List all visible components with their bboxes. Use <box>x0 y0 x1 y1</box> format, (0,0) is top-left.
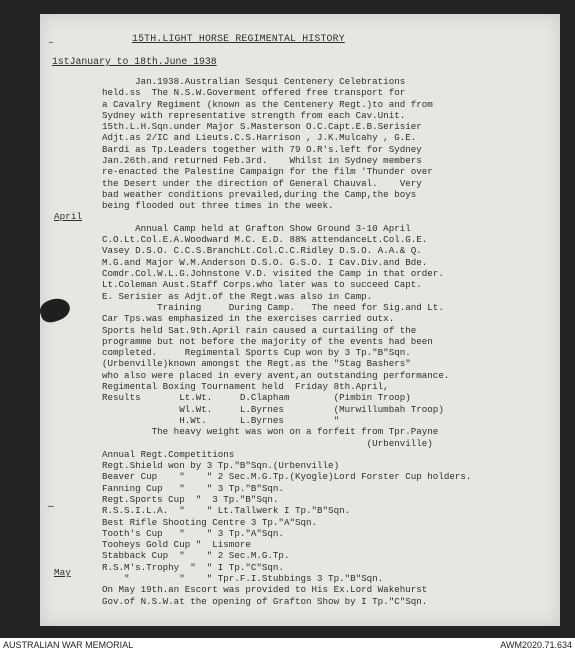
body-line: Results Lt.Wt. D.Clapham (Pimbin Troop) <box>102 392 411 404</box>
body-line: H.Wt. L.Byrnes " <box>102 414 340 426</box>
body-line: Beaver Cup " " 2 Sec.M.G.Tp.(Kyogle)Lord Forster Cup holders. <box>102 471 472 483</box>
body-line: The heavy weight was won on a forfeit from Tpr.Payne <box>102 426 439 438</box>
body-line: Lt.Coleman Aust.Staff Corps.who later was to succeed Capt. <box>102 279 422 291</box>
body-line: Tooheys Gold Cup " Lismore <box>102 539 251 551</box>
footer-catalogue-id: AWM2020.71.634 <box>500 640 572 650</box>
body-line: On May 19th.an Escort was provided to His Ex.Lord Wakehurst <box>102 584 428 596</box>
body-line: Car Tps.was emphasized in the exercises carried outx. <box>102 313 395 325</box>
body-line: C.O.Lt.Col.E.A.Woodward M.C. E.D. 88% attendanceLt.Col.G.E. <box>102 234 428 246</box>
document-page <box>40 14 560 626</box>
body-line: Bardi as Tp.Leaders together with 79 O.R's.left for Sydney <box>102 143 422 155</box>
body-line: 15th.L.H.Sqn.under Major S.Masterson O.C.Capt.E.B.Serisier <box>102 121 422 133</box>
date-range-heading: 1stJanuary to 18th.June 1938 <box>52 56 217 67</box>
body-line: Sydney with representative strength from each Cav.Unit. <box>102 109 406 121</box>
body-line: Jan.26th.and returned Feb.3rd. Whilst in Sydney members <box>102 155 422 167</box>
body-line: Regt.Sports Cup " 3 Tp."B"Sqn. <box>102 493 279 505</box>
body-line: being flooded out three times in the week. <box>102 200 334 212</box>
punch-hole <box>40 295 73 325</box>
body-line: Best Rifle Shooting Centre 3 Tp."A"Sqn. <box>102 516 318 528</box>
body-line: Regt.Shield won by 3 Tp."B"Sqn.(Urbenville) <box>102 460 340 472</box>
body-line: " " " Tpr.F.I.Stubbings 3 Tp."B"Sqn. <box>102 573 384 585</box>
body-line: completed. Regimental Sports Cup won by 3 Tp."B"Sqn. <box>102 347 411 359</box>
body-line: Wl.Wt. L.Byrnes (Murwillumbah Troop) <box>102 403 444 415</box>
body-line: E. Serisier as Adjt.of the Regt.was also in Camp. <box>102 290 373 302</box>
body-line: the Desert under the direction of General Chauval. Very <box>102 177 422 189</box>
body-line: Annual Regt.Competitions <box>102 448 235 460</box>
body-line: Training During Camp. The need for Sig.and Lt. <box>102 301 444 313</box>
body-line: Adjt.as 2/IC and Lieuts.C.S.Harrison , J.K.Mulcahy , G.E. <box>102 132 417 144</box>
body-line <box>102 212 552 223</box>
margin-label-may: May <box>54 567 71 578</box>
body-line: R.S.S.I.L.A. " " Lt.Tallwerk I Tp."B"Sqn. <box>102 505 351 517</box>
body-line: Vasey D.S.O. C.C.S.BranchLt.Col.C.C.Ridley D.S.O. A.A.& Q. <box>102 245 422 257</box>
body-line: M.G.and Major W.M.Anderson D.S.O. G.S.O. I Cav.Div.and Bde. <box>102 256 428 268</box>
body-line: Sports held Sat.9th.April rain caused a curtailing of the <box>102 324 417 336</box>
body-line: Gov.of N.S.W.at the opening of Grafton Show by I Tp."C"Sqn. <box>102 595 428 607</box>
body-line: Tooth's Cup " " 3 Tp."A"Sqn. <box>102 527 284 539</box>
body-line: Fanning Cup " " 3 Tp."B"Sqn. <box>102 482 284 494</box>
margin-mark: – <box>48 38 55 49</box>
body-line: (Urbenville)known amongst the Regt.as the "Stag Bashers" <box>102 358 411 370</box>
body-line: R.S.M's.Trophy " " I Tp."C"Sqn. <box>102 561 284 573</box>
body-line: Regimental Boxing Tournament held Friday 8th.April, <box>102 381 389 393</box>
body-line: re-enacted the Palestine Campaign for the film 'Thunder over <box>102 166 433 178</box>
body-line: bad weather conditions prevailed,during the Camp,the boys <box>102 188 417 200</box>
body-line: who also were placed in every avent,an outstanding performance. <box>102 369 450 381</box>
margin-mark: — <box>48 502 55 513</box>
body-line: Annual Camp held at Grafton Show Ground 3-10 April <box>102 222 411 234</box>
body-line: (Urbenville) <box>102 437 433 449</box>
body-line: Jan.1938.Australian Sesqui Centenery Celebrations <box>102 76 406 87</box>
footer-bar <box>0 638 575 653</box>
footer-institution: AUSTRALIAN WAR MEMORIAL <box>3 640 134 650</box>
body-line: programme but not before the majority of the events had been <box>102 335 433 347</box>
body-line: Stabback Cup " " 2 Sec.M.G.Tp. <box>102 550 290 562</box>
body-line: held.ss The N.S.W.Goverment offered free transport for <box>102 87 406 99</box>
body-line: Comdr.Col.W.L.G.Johnstone V.D. visited the Camp in that order. <box>102 268 444 280</box>
margin-label-april: April <box>54 211 83 222</box>
document-title: 15TH.LIGHT HORSE REGIMENTAL HISTORY <box>132 33 345 44</box>
document-body <box>102 76 552 607</box>
body-line: a Cavalry Regiment (known as the Centenery Regt.)to and from <box>102 98 433 110</box>
